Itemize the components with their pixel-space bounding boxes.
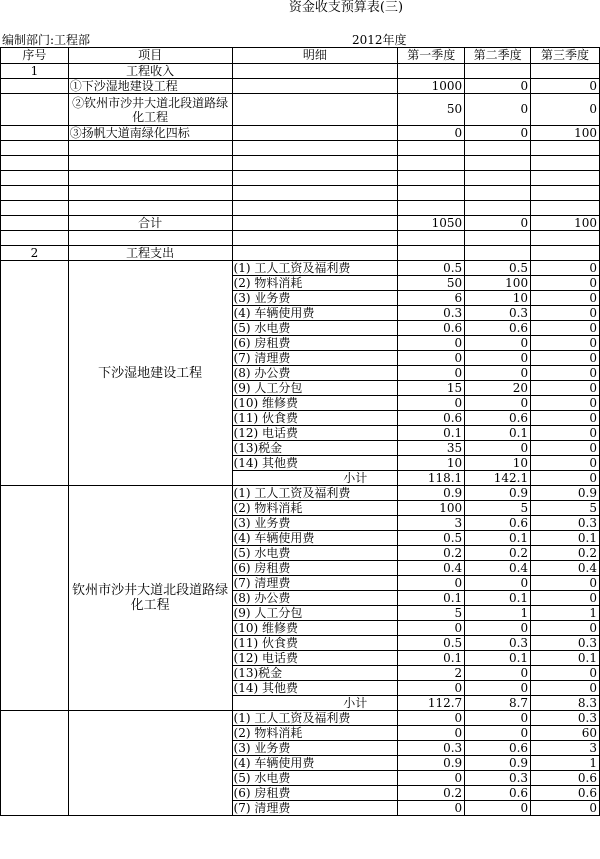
q3-value: 1	[531, 756, 600, 771]
q3-value: 0.2	[531, 546, 600, 561]
detail-label: (5) 水电费	[232, 771, 398, 786]
subtotal-label: 小计	[232, 696, 398, 711]
q3-value: 0	[531, 666, 600, 681]
q3-value: 0.3	[531, 636, 600, 651]
header-row	[1, 48, 600, 64]
q2-value: 0.9	[465, 756, 531, 771]
q1-value: 0	[398, 801, 465, 816]
empty-cell	[1, 216, 69, 231]
q3-value: 0	[531, 306, 600, 321]
q1-value: 0	[398, 576, 465, 591]
detail-label: (10) 维修费	[232, 396, 398, 411]
detail-label: (1) 工人工资及福利费	[232, 711, 398, 726]
detail-label: (14) 其他费	[232, 456, 398, 471]
q1-value: 0	[398, 621, 465, 636]
table-row	[1, 94, 600, 126]
detail-label: (2) 物料消耗	[232, 501, 398, 516]
q3-value: 0.3	[531, 516, 600, 531]
income-total-q3: 100	[531, 216, 600, 231]
q3-value: 0	[531, 276, 600, 291]
empty-cell	[68, 186, 232, 201]
q2-value: 20	[465, 381, 531, 396]
q3-value: 0	[531, 321, 600, 336]
detail-label: (12) 电话费	[232, 426, 398, 441]
detail-label: (9) 人工分包	[232, 606, 398, 621]
income-total-q2: 0	[465, 216, 531, 231]
section-label: 工程收入	[68, 64, 232, 79]
subtotal-q1: 112.7	[398, 696, 465, 711]
empty-cell	[1, 231, 69, 246]
q1-value: 2	[398, 666, 465, 681]
q3-value: 0.1	[531, 651, 600, 666]
detail-label: (8) 办公费	[232, 366, 398, 381]
empty-cell	[465, 246, 531, 261]
subtotal-q1: 118.1	[398, 471, 465, 486]
detail-label: (11) 伙食费	[232, 636, 398, 651]
detail-label: (4) 车辆使用费	[232, 306, 398, 321]
q3-value: 0	[531, 336, 600, 351]
detail-label: (6) 房租费	[232, 561, 398, 576]
q1-value: 0	[398, 336, 465, 351]
q1-value: 0.3	[398, 741, 465, 756]
q3-value: 0.4	[531, 561, 600, 576]
q1-value: 0	[398, 126, 465, 141]
empty-cell	[1, 201, 69, 216]
table-row	[1, 216, 600, 231]
detail-label: (2) 物料消耗	[232, 276, 398, 291]
empty-cell	[465, 231, 531, 246]
empty-cell	[232, 231, 398, 246]
empty-cell	[465, 141, 531, 156]
q3-value: 0	[531, 351, 600, 366]
q2-value: 0	[465, 336, 531, 351]
q1-value: 0.2	[398, 786, 465, 801]
income-total-q1: 1050	[398, 216, 465, 231]
q2-value: 0	[465, 666, 531, 681]
department-label: 编制部门:工程部	[2, 33, 91, 47]
empty-cell	[68, 141, 232, 156]
section-label: 工程支出	[68, 246, 232, 261]
q1-value: 0.3	[398, 306, 465, 321]
q2-value: 0.3	[465, 306, 531, 321]
q2-value: 0.1	[465, 651, 531, 666]
q1-value: 0.5	[398, 531, 465, 546]
empty-cell	[1, 141, 69, 156]
q3-value: 0	[531, 681, 600, 696]
detail-label: (14) 其他费	[232, 681, 398, 696]
q3-value: 3	[531, 741, 600, 756]
project-name: 下沙湿地建设工程	[68, 261, 232, 486]
q3-value: 0	[531, 426, 600, 441]
q3-value: 0	[531, 621, 600, 636]
detail-label: (13)税金	[232, 666, 398, 681]
income-total-label: 合计	[68, 216, 232, 231]
q3-value: 0	[531, 79, 600, 94]
table-row	[1, 711, 600, 726]
detail-label: (7) 清理费	[232, 801, 398, 816]
empty-cell	[531, 156, 600, 171]
q2-value: 0.1	[465, 426, 531, 441]
q2-value: 0	[465, 126, 531, 141]
q2-value: 0	[465, 79, 531, 94]
q1-value: 0	[398, 396, 465, 411]
q3-value: 0	[531, 456, 600, 471]
q3-value: 0	[531, 94, 600, 126]
detail-label: (6) 房租费	[232, 336, 398, 351]
table-row	[1, 141, 600, 156]
project-name: 钦州市沙井大道北段道路绿化工程	[68, 486, 232, 711]
q2-value: 0.6	[465, 786, 531, 801]
empty-cell	[232, 156, 398, 171]
table-row	[1, 486, 600, 501]
table-row	[1, 261, 600, 276]
header-cell-seq: 序号	[1, 48, 69, 64]
q1-value: 35	[398, 441, 465, 456]
q1-value: 0	[398, 366, 465, 381]
q1-value: 0.4	[398, 561, 465, 576]
q2-value: 0	[465, 801, 531, 816]
empty-cell	[1, 486, 69, 711]
empty-cell	[398, 171, 465, 186]
empty-cell	[232, 64, 398, 79]
detail-label: (5) 水电费	[232, 546, 398, 561]
q2-value: 0.9	[465, 486, 531, 501]
empty-cell	[1, 156, 69, 171]
empty-cell	[1, 171, 69, 186]
detail-label: (2) 物料消耗	[232, 726, 398, 741]
q3-value: 100	[531, 126, 600, 141]
empty-cell	[398, 186, 465, 201]
q1-value: 100	[398, 501, 465, 516]
empty-cell	[465, 64, 531, 79]
empty-cell	[465, 171, 531, 186]
subtotal-q2: 142.1	[465, 471, 531, 486]
subtotal-label: 小计	[232, 471, 398, 486]
empty-cell	[232, 186, 398, 201]
q3-value: 0	[531, 291, 600, 306]
detail-label: (7) 清理费	[232, 351, 398, 366]
q1-value: 0.9	[398, 486, 465, 501]
q1-value: 0.1	[398, 591, 465, 606]
table-row	[1, 231, 600, 246]
q1-value: 0.5	[398, 261, 465, 276]
empty-cell	[465, 156, 531, 171]
detail-label: (5) 水电费	[232, 321, 398, 336]
q3-value: 0	[531, 591, 600, 606]
q3-value: 0.6	[531, 786, 600, 801]
empty-cell	[465, 201, 531, 216]
empty-cell	[68, 201, 232, 216]
q2-value: 1	[465, 606, 531, 621]
q2-value: 0.6	[465, 741, 531, 756]
subtotal-q3: 0	[531, 471, 600, 486]
q1-value: 0	[398, 771, 465, 786]
empty-cell	[531, 64, 600, 79]
header-cell-item: 项目	[68, 48, 232, 64]
q2-value: 0.2	[465, 546, 531, 561]
q2-value: 0	[465, 681, 531, 696]
empty-cell	[232, 246, 398, 261]
q3-value: 0	[531, 576, 600, 591]
detail-label: (6) 房租费	[232, 786, 398, 801]
q3-value: 0.3	[531, 711, 600, 726]
q2-value: 10	[465, 291, 531, 306]
detail-label: (11) 伙食费	[232, 411, 398, 426]
q1-value: 0.6	[398, 411, 465, 426]
q2-value: 0	[465, 94, 531, 126]
table-row	[1, 246, 600, 261]
empty-cell	[68, 156, 232, 171]
q3-value: 1	[531, 606, 600, 621]
empty-cell	[465, 186, 531, 201]
empty-cell	[398, 231, 465, 246]
empty-cell	[68, 231, 232, 246]
detail-label: (12) 电话费	[232, 651, 398, 666]
q1-value: 0.1	[398, 426, 465, 441]
q1-value: 0.6	[398, 321, 465, 336]
seq-cell: 1	[1, 64, 69, 79]
q3-value: 0	[531, 366, 600, 381]
header-cell-q2: 第二季度	[465, 48, 531, 64]
detail-label: (4) 车辆使用费	[232, 756, 398, 771]
q2-value: 0	[465, 441, 531, 456]
empty-cell	[232, 171, 398, 186]
detail-label: (4) 车辆使用费	[232, 531, 398, 546]
q2-value: 0.4	[465, 561, 531, 576]
q2-value: 0	[465, 576, 531, 591]
project-name	[68, 711, 232, 816]
q2-value: 0	[465, 711, 531, 726]
table-row	[1, 201, 600, 216]
q3-value: 0	[531, 441, 600, 456]
income-item-name: ①下沙湿地建设工程	[68, 79, 232, 94]
q2-value: 0.3	[465, 771, 531, 786]
q1-value: 10	[398, 456, 465, 471]
empty-cell	[398, 141, 465, 156]
q1-value: 0.1	[398, 651, 465, 666]
empty-cell	[232, 141, 398, 156]
q1-value: 0	[398, 351, 465, 366]
q2-value: 0.5	[465, 261, 531, 276]
q1-value: 15	[398, 381, 465, 396]
q1-value: 0	[398, 711, 465, 726]
q1-value: 0.5	[398, 636, 465, 651]
detail-label: (13)税金	[232, 441, 398, 456]
q1-value: 5	[398, 606, 465, 621]
seq-cell: 2	[1, 246, 69, 261]
empty-cell	[531, 231, 600, 246]
sheet-title-text: 资金收支预算表(三)	[288, 0, 404, 15]
empty-cell	[232, 201, 398, 216]
year-label: 2012年度	[352, 33, 407, 47]
budget-table-body	[1, 48, 600, 816]
empty-cell	[531, 171, 600, 186]
q2-value: 0	[465, 396, 531, 411]
q2-value: 0	[465, 366, 531, 381]
empty-cell	[1, 126, 69, 141]
sheet-title	[0, 0, 600, 16]
q2-value: 0.6	[465, 321, 531, 336]
header-cell-q1: 第一季度	[398, 48, 465, 64]
table-row	[1, 186, 600, 201]
q1-value: 0	[398, 681, 465, 696]
detail-label: (9) 人工分包	[232, 381, 398, 396]
empty-cell	[1, 711, 69, 816]
q2-value: 0.1	[465, 531, 531, 546]
q1-value: 0	[398, 726, 465, 741]
header-cell-q3: 第三季度	[531, 48, 600, 64]
empty-cell	[1, 186, 69, 201]
detail-label: (3) 业务费	[232, 291, 398, 306]
q3-value: 0.1	[531, 531, 600, 546]
detail-label: (7) 清理费	[232, 576, 398, 591]
empty-cell	[531, 201, 600, 216]
q2-value: 0	[465, 726, 531, 741]
detail-label: (1) 工人工资及福利费	[232, 486, 398, 501]
q3-value: 0	[531, 261, 600, 276]
table-row	[1, 171, 600, 186]
q2-value: 0	[465, 621, 531, 636]
q2-value: 0.6	[465, 411, 531, 426]
q2-value: 0.3	[465, 636, 531, 651]
subtotal-q3: 8.3	[531, 696, 600, 711]
empty-cell	[1, 261, 69, 486]
q1-value: 0.2	[398, 546, 465, 561]
empty-cell	[398, 246, 465, 261]
q2-value: 5	[465, 501, 531, 516]
detail-label: (1) 工人工资及福利费	[232, 261, 398, 276]
q2-value: 0.1	[465, 591, 531, 606]
empty-cell	[232, 126, 398, 141]
detail-label: (3) 业务费	[232, 516, 398, 531]
empty-cell	[531, 246, 600, 261]
q2-value: 10	[465, 456, 531, 471]
q3-value: 0	[531, 381, 600, 396]
budget-table	[0, 47, 600, 816]
q3-value: 0	[531, 396, 600, 411]
q1-value: 50	[398, 276, 465, 291]
q1-value: 1000	[398, 79, 465, 94]
table-row	[1, 64, 600, 79]
q2-value: 0.6	[465, 516, 531, 531]
header-cell-detail: 明细	[232, 48, 398, 64]
q1-value: 50	[398, 94, 465, 126]
table-row	[1, 156, 600, 171]
detail-label: (3) 业务费	[232, 741, 398, 756]
empty-cell	[232, 79, 398, 94]
empty-cell	[531, 186, 600, 201]
empty-cell	[531, 141, 600, 156]
empty-cell	[1, 79, 69, 94]
q3-value: 0	[531, 411, 600, 426]
empty-cell	[398, 156, 465, 171]
detail-label: (10) 维修费	[232, 621, 398, 636]
q3-value: 60	[531, 726, 600, 741]
q3-value: 5	[531, 501, 600, 516]
empty-cell	[1, 94, 69, 126]
q1-value: 6	[398, 291, 465, 306]
empty-cell	[232, 94, 398, 126]
empty-cell	[68, 171, 232, 186]
empty-cell	[232, 216, 398, 231]
empty-cell	[398, 64, 465, 79]
q3-value: 0.6	[531, 771, 600, 786]
table-row	[1, 126, 600, 141]
q3-value: 0	[531, 801, 600, 816]
detail-label: (8) 办公费	[232, 591, 398, 606]
q2-value: 100	[465, 276, 531, 291]
q1-value: 3	[398, 516, 465, 531]
empty-cell	[398, 201, 465, 216]
q3-value: 0.9	[531, 486, 600, 501]
subtotal-q2: 8.7	[465, 696, 531, 711]
income-item-name: ②钦州市沙井大道北段道路绿化工程	[68, 94, 232, 126]
income-item-name: ③扬帆大道南绿化四标	[68, 126, 232, 141]
q2-value: 0	[465, 351, 531, 366]
table-row	[1, 79, 600, 94]
q1-value: 0.9	[398, 756, 465, 771]
